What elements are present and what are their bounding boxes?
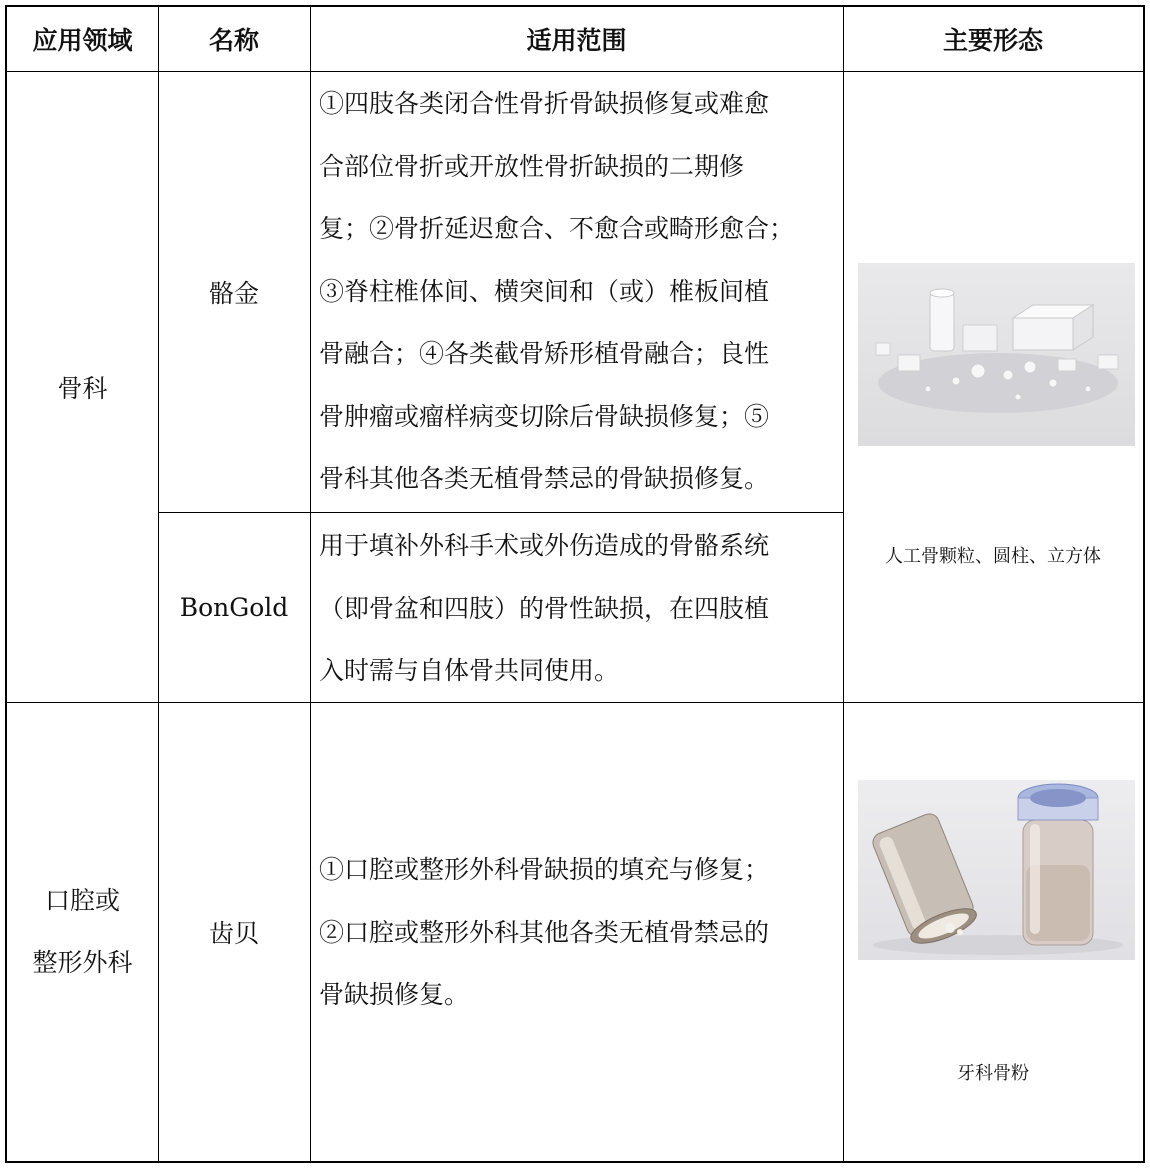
- scope-jiajin: [319, 73, 837, 511]
- scope-line: 骨融合；④各类截骨矫形植骨融合；良性: [319, 339, 770, 368]
- table-divider: [843, 7, 844, 1161]
- scope-line: 复；②骨折延迟愈合、不愈合或畸形愈合；: [319, 214, 795, 243]
- product-name-chibei: 齿贝: [208, 918, 259, 948]
- product-table: [5, 5, 1145, 1163]
- scope-line: ②口腔或整形外科其他各类无植骨禁忌的: [319, 917, 770, 947]
- bone-graft-blocks-icon: [858, 263, 1135, 446]
- scope-line: 骨缺损修复。: [319, 980, 470, 1009]
- field-line: 口腔或: [44, 885, 120, 915]
- scope-line: 入时需与自体骨共同使用。: [319, 656, 620, 685]
- scope-bongold: [319, 515, 837, 703]
- dental-form-caption: 牙科骨粉: [957, 1063, 1029, 1084]
- dental-bone-powder-image: [858, 780, 1135, 960]
- dental-vials-icon: [858, 780, 1135, 960]
- scope-chibei: [319, 839, 837, 1027]
- header-scope: 适用范围: [526, 26, 627, 55]
- scope-line: （即骨盆和四肢）的骨性缺损，在四肢植: [319, 593, 770, 623]
- field-orthopedics: 骨科: [57, 373, 108, 403]
- product-name-jiajin: 骼金: [208, 278, 259, 308]
- bone-graft-blocks-image: [858, 263, 1135, 446]
- ortho-form-caption: 人工骨颗粒、圆柱、立方体: [885, 546, 1101, 567]
- table-divider: [310, 7, 311, 1161]
- field-line: 整形外科: [32, 947, 133, 977]
- scope-line: ①四肢各类闭合性骨折骨缺损修复或难愈: [319, 89, 770, 118]
- scope-line: 骨科其他各类无植骨禁忌的骨缺损修复。: [319, 464, 770, 493]
- scope-line: 用于填补外科手术或外伤造成的骨骼系统: [319, 531, 770, 560]
- header-field: 应用领域: [32, 26, 133, 55]
- header-name: 名称: [208, 26, 259, 55]
- field-dental-plastic: [7, 702, 158, 1161]
- scope-line: ③脊柱椎体间、横突间和（或）椎板间植: [319, 276, 770, 306]
- scope-line: ①口腔或整形外科骨缺损的填充与修复；: [319, 855, 770, 884]
- scope-line: 合部位骨折或开放性骨折缺损的二期修: [319, 151, 745, 181]
- product-name-bongold: BonGold: [179, 592, 289, 622]
- scope-line: 骨肿瘤或瘤样病变切除后骨缺损修复；⑤: [319, 401, 770, 431]
- header-form: 主要形态: [942, 26, 1043, 55]
